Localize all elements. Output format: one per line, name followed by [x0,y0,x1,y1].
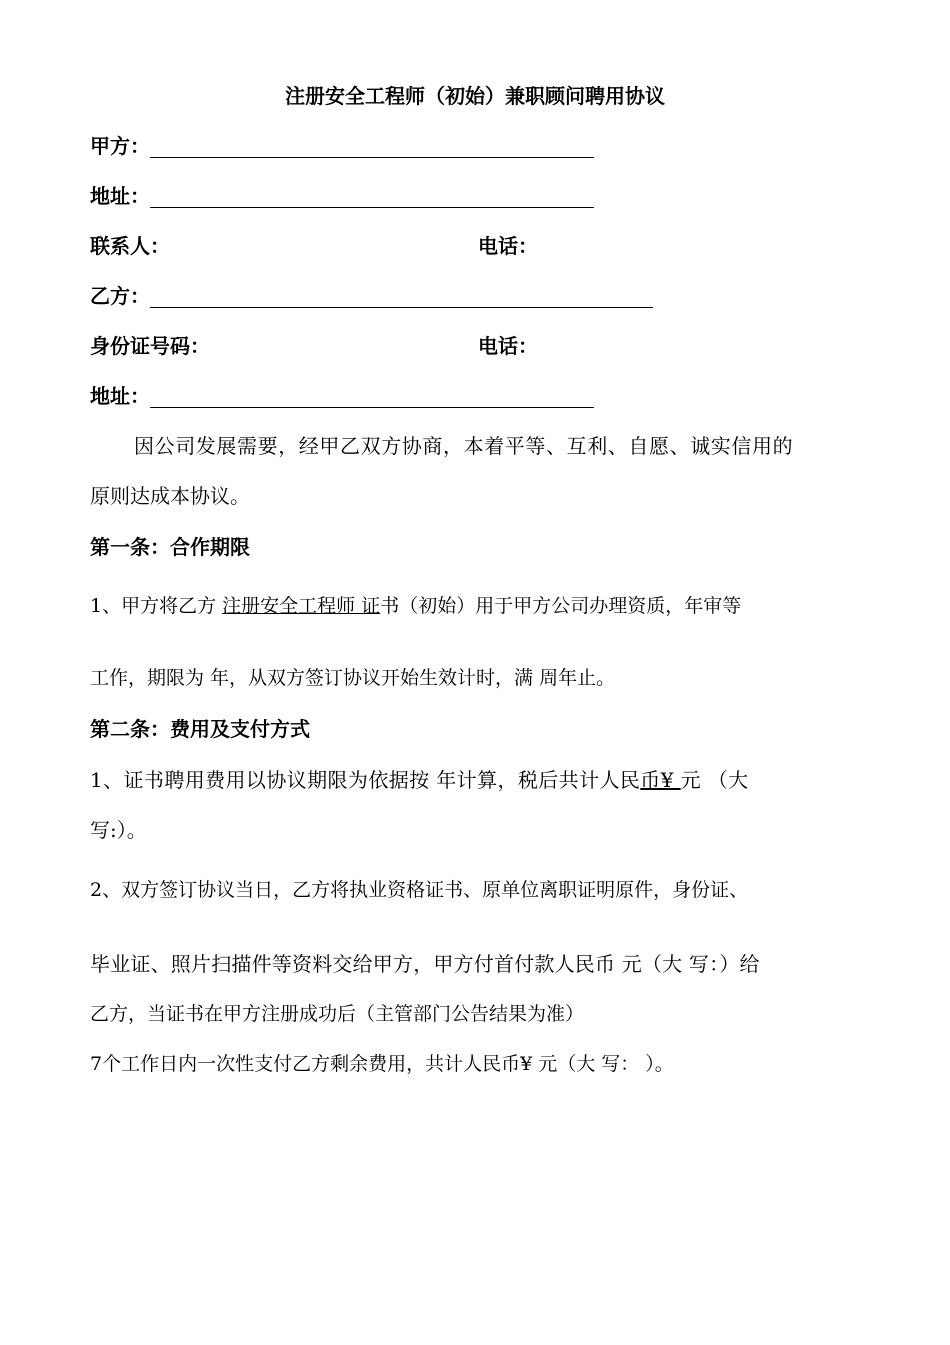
party-a-blank [150,137,594,158]
party-b-blank [150,287,653,308]
intro-line-1: 因公司发展需要，经甲乙双方协商，本着平等、互利、自愿、诚实信用的 [134,434,794,458]
article-1-clause-1-prefix: 1、甲方将乙方 [90,595,223,617]
article-2-clause-2-line-4: 7个工作日内一次性支付乙方剩余费用，共计人民币¥ 元（大 写： ）。 [90,1053,674,1075]
party-b-address-row [90,384,594,408]
party-a-contact-label: 联系人： [90,234,170,258]
party-a-address-blank [150,187,594,208]
article-2-heading: 第二条：费用及支付方式 [90,717,310,741]
article-2-clause-2-line-3: 乙方，当证书在甲方注册成功后（主管部门公告结果为准） [90,1003,585,1025]
article-1-heading: 第一条：合作期限 [90,535,250,559]
article-2-clause-1-prefix: 1、证书聘用费用以协议期限为依据按 年计算，税后共计人民 [90,768,641,792]
party-b-phone-label: 电话： [478,334,538,358]
party-b-row [90,284,653,308]
article-2-clause-1-line-1 [90,768,749,792]
party-b-label: 乙方： [90,284,150,308]
article-2-currency: 币¥ [640,768,681,792]
article-1-clause-1-line-2: 工作，期限为 年，从双方签订协议开始生效计时，满 周年止。 [90,667,616,689]
article-2-clause-1-line-2: 写:）。 [90,818,147,842]
article-2-clause-1-suffix: 元 （大 [680,768,749,792]
party-b-address-label: 地址： [90,384,150,408]
party-a-address-row [90,184,594,208]
article-1-clause-1-suffix: 书（初始）用于甲方公司办理资质，年审等 [380,595,742,617]
party-b-id-label: 身份证号码： [90,334,210,358]
party-b-address-blank [150,387,594,408]
document-title: 注册安全工程师（初始）兼职顾问聘用协议 [285,84,665,108]
article-1-certificate-name: 注册安全工程师 证 [222,595,381,617]
party-a-address-label: 地址： [90,184,150,208]
party-a-phone-label: 电话： [478,234,538,258]
article-2-clause-2-line-2: 毕业证、照片扫描件等资料交给甲方，甲方付首付款人民币 元（大 写：）给 [90,952,760,976]
intro-line-2: 原则达成本协议。 [90,484,250,508]
party-a-row [90,134,594,158]
party-a-label: 甲方： [90,134,150,158]
article-1-clause-1-line-1 [90,594,741,618]
article-2-clause-2-line-1: 2、双方签订协议当日，乙方将执业资格证书、原单位离职证明原件，身份证、 [90,879,749,901]
